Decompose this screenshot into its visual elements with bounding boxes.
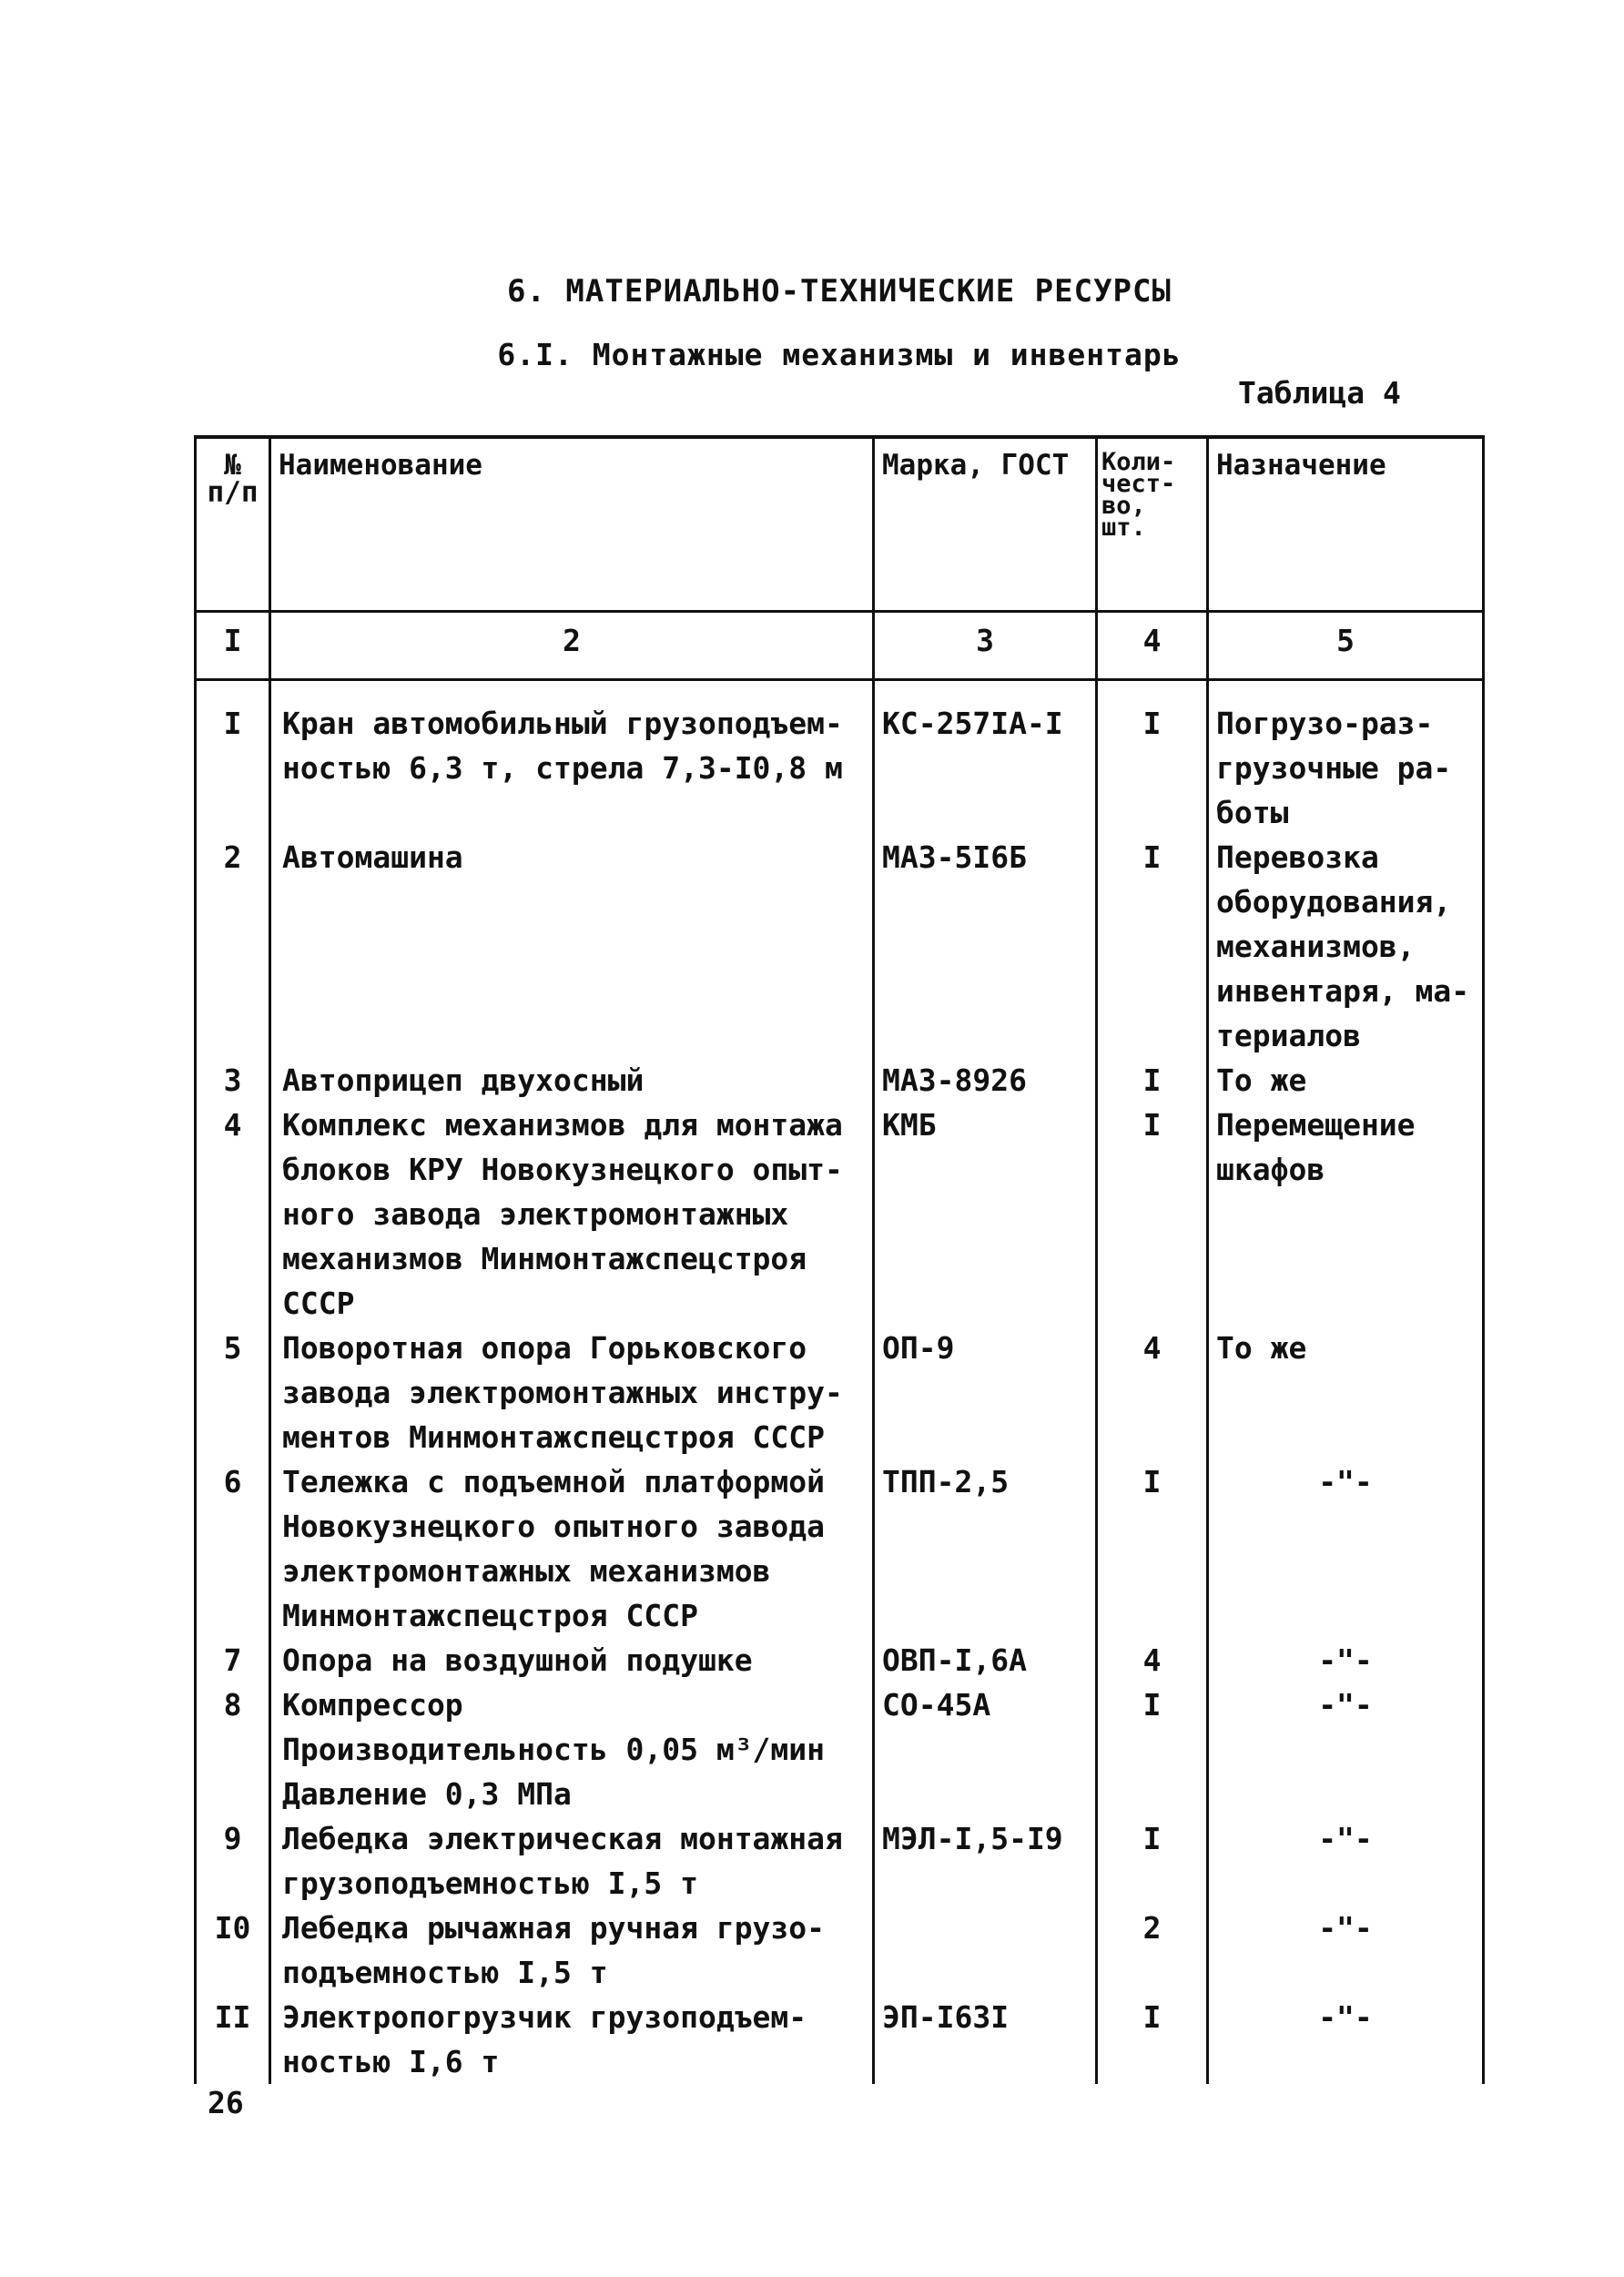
item-purpose (1208, 1103, 1484, 1326)
item-quantity: I (1097, 1103, 1208, 1326)
row-number: I (196, 680, 270, 836)
header-qty (1097, 437, 1208, 612)
table-row (196, 680, 1484, 836)
item-purpose-line: механизмов, (1216, 929, 1416, 964)
item-quantity: I (1097, 1058, 1208, 1103)
item-name-line: ментов Минмонтажспецстроя СССР (282, 1419, 826, 1455)
header-qty-line: шт. (1101, 513, 1146, 542)
row-number: 8 (196, 1682, 270, 1816)
item-name (270, 1058, 874, 1103)
item-mark: МЭЛ-I,5-I9 (874, 1816, 1097, 1906)
header-num-line: п/п (207, 476, 259, 509)
column-number-row (196, 612, 1484, 680)
item-purpose (1208, 680, 1484, 836)
item-name-line: СССР (282, 1286, 355, 1321)
item-purpose-line: инвентаря, ма- (1216, 973, 1470, 1009)
item-name-line: ностью I,6 т (282, 2044, 500, 2079)
item-name (270, 680, 874, 836)
item-name-line: грузоподъемностью I,5 т (282, 1865, 698, 1901)
item-purpose (1208, 1459, 1484, 1638)
table-row (196, 1058, 1484, 1103)
item-quantity: 2 (1097, 1906, 1208, 1995)
item-purpose-line: -"- (1318, 1687, 1373, 1723)
item-purpose (1208, 1326, 1484, 1459)
table-row (196, 1459, 1484, 1638)
item-mark: КМБ (874, 1103, 1097, 1326)
row-number: 7 (196, 1638, 270, 1682)
table-row (196, 1326, 1484, 1459)
item-purpose (1208, 1816, 1484, 1906)
header-qty-line: Коли- (1101, 448, 1176, 476)
table-row (196, 1906, 1484, 1995)
column-number: 3 (874, 612, 1097, 680)
item-purpose-line: -"- (1318, 1910, 1373, 1946)
item-purpose (1208, 1906, 1484, 1995)
table-row (196, 1995, 1484, 2084)
row-number: II (196, 1995, 270, 2084)
resources-table (194, 435, 1485, 2084)
item-mark: МАЗ-8926 (874, 1058, 1097, 1103)
item-purpose (1208, 1995, 1484, 2084)
item-purpose (1208, 1638, 1484, 1682)
table-row (196, 1816, 1484, 1906)
item-quantity: I (1097, 835, 1208, 1058)
item-purpose (1208, 835, 1484, 1058)
row-number: 6 (196, 1459, 270, 1638)
item-name (270, 1103, 874, 1326)
item-mark: ЭП-I63I (874, 1995, 1097, 2084)
item-purpose-line: оборудования, (1216, 884, 1452, 920)
row-number: 2 (196, 835, 270, 1058)
item-name-line: Автоприцеп двухосный (282, 1062, 645, 1098)
item-mark: СО-45А (874, 1682, 1097, 1816)
item-purpose-line: Перевозка (1216, 839, 1379, 875)
item-name-line: Опора на воздушной подушке (282, 1642, 753, 1678)
page-number: 26 (208, 2085, 244, 2120)
item-name (270, 1682, 874, 1816)
item-purpose-line: То же (1216, 1330, 1307, 1366)
item-name-line: Тележка с подъемной платформой (282, 1464, 826, 1499)
item-purpose-line: боты (1216, 795, 1289, 830)
table-label: Таблица 4 (1238, 375, 1401, 411)
item-mark: ТПП-2,5 (874, 1459, 1097, 1638)
header-purpose: Назначение (1208, 437, 1484, 612)
item-name-line: Комплекс механизмов для монтажа (282, 1107, 843, 1143)
header-mark: Марка, ГОСТ (874, 437, 1097, 612)
item-purpose-line: Погрузо-раз- (1216, 706, 1434, 741)
item-quantity: I (1097, 1682, 1208, 1816)
item-name-line: Лебедка рычажная ручная грузо- (282, 1910, 826, 1946)
item-quantity: I (1097, 1459, 1208, 1638)
item-name-line: Автомашина (282, 839, 463, 875)
item-purpose-line: грузочные ра- (1216, 750, 1452, 786)
item-name-line: Минмонтажспецстроя СССР (282, 1598, 698, 1633)
item-quantity: 4 (1097, 1638, 1208, 1682)
item-name (270, 1995, 874, 2084)
item-quantity: I (1097, 1995, 1208, 2084)
row-number: 5 (196, 1326, 270, 1459)
item-name-line: завода электромонтажных инстру- (282, 1375, 843, 1410)
item-purpose-line: -"- (1318, 1464, 1373, 1499)
item-name (270, 1816, 874, 1906)
header-num-line: № (224, 449, 241, 482)
item-name-line: ного завода электромонтажных (282, 1196, 789, 1232)
item-purpose-line: -"- (1318, 1821, 1373, 1856)
row-number: 4 (196, 1103, 270, 1326)
section-title: 6. МАТЕРИАЛЬНО-ТЕХНИЧЕСКИЕ РЕСУРСЫ (507, 273, 1172, 310)
column-number: 2 (270, 612, 874, 680)
row-number: 9 (196, 1816, 270, 1906)
item-name-line: Новокузнецкого опытного завода (282, 1509, 826, 1544)
item-name (270, 835, 874, 1058)
header-qty-line: во, (1101, 492, 1146, 520)
table-row (196, 1682, 1484, 1816)
header-num (196, 437, 270, 612)
header-name: Наименование (270, 437, 874, 612)
row-number: 3 (196, 1058, 270, 1103)
item-name-line: механизмов Минмонтажспецстроя (282, 1241, 807, 1276)
item-name-line: электромонтажных механизмов (282, 1553, 771, 1589)
item-name-line: Поворотная опора Горьковского (282, 1330, 807, 1366)
table-row (196, 835, 1484, 1058)
row-number: I0 (196, 1906, 270, 1995)
item-purpose-line: шкафов (1216, 1152, 1325, 1187)
item-name-line: блоков КРУ Новокузнецкого опыт- (282, 1152, 843, 1187)
item-name (270, 1459, 874, 1638)
item-quantity: I (1097, 680, 1208, 836)
subsection-title: 6.I. Монтажные механизмы и инвентарь (497, 337, 1182, 372)
item-quantity: 4 (1097, 1326, 1208, 1459)
item-name-line: Компрессор (282, 1687, 463, 1723)
item-purpose (1208, 1682, 1484, 1816)
item-purpose-line: териалов (1216, 1018, 1361, 1053)
item-purpose-line: -"- (1318, 1642, 1373, 1678)
item-purpose-line: -"- (1318, 1999, 1373, 2035)
table-body (196, 680, 1484, 2085)
item-name (270, 1906, 874, 1995)
item-mark (874, 1906, 1097, 1995)
item-purpose-line: То же (1216, 1062, 1307, 1098)
item-purpose-line: Перемещение (1216, 1107, 1416, 1143)
item-mark: ОП-9 (874, 1326, 1097, 1459)
column-number: 4 (1097, 612, 1208, 680)
item-name-line: Кран автомобильный грузоподъем- (282, 706, 843, 741)
table-row (196, 1638, 1484, 1682)
item-name (270, 1326, 874, 1459)
item-name-line: подъемностью I,5 т (282, 1955, 608, 1990)
item-mark: ОВП-I,6А (874, 1638, 1097, 1682)
header-qty-line: чест- (1101, 470, 1176, 498)
item-mark: КС-257IА-I (874, 680, 1097, 836)
item-mark: МАЗ-5I6Б (874, 835, 1097, 1058)
column-number: 5 (1208, 612, 1484, 680)
item-name-line: ностью 6,3 т, стрела 7,3-I0,8 м (282, 750, 843, 786)
item-name-line: Электропогрузчик грузоподъем- (282, 1999, 807, 2035)
column-number: I (196, 612, 270, 680)
item-quantity: I (1097, 1816, 1208, 1906)
item-name-line: Давление 0,3 МПа (282, 1776, 572, 1812)
item-purpose (1208, 1058, 1484, 1103)
item-name-line: Производительность 0,05 м³/мин (282, 1732, 826, 1767)
table-row (196, 1103, 1484, 1326)
item-name (270, 1638, 874, 1682)
item-name-line: Лебедка электрическая монтажная (282, 1821, 843, 1856)
table-header-row (196, 437, 1484, 612)
